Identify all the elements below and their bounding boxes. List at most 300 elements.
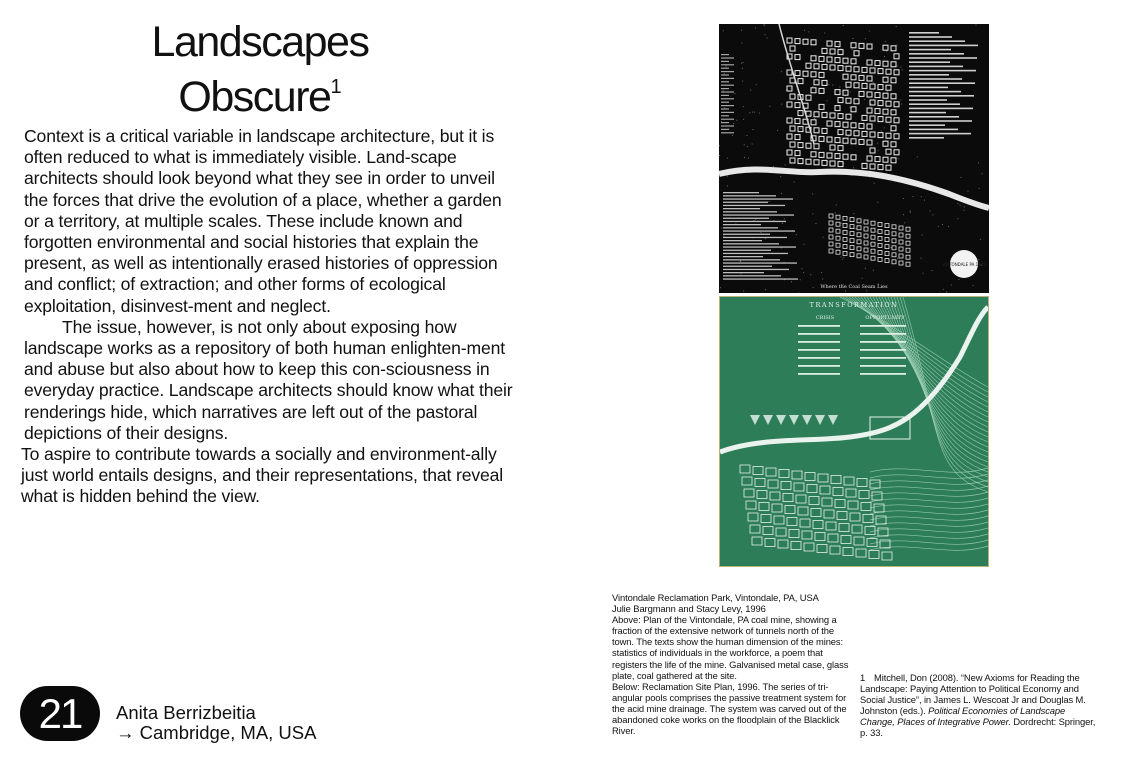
poem-line bbox=[723, 205, 785, 206]
table-cell-crisis bbox=[798, 365, 840, 367]
poem-line bbox=[723, 192, 759, 193]
table-cell-crisis bbox=[798, 357, 840, 359]
map-dot bbox=[721, 227, 722, 228]
plan-col-opportunity: OPPORTUNITY bbox=[865, 315, 905, 321]
map-dot bbox=[744, 157, 745, 158]
poem-line bbox=[723, 278, 798, 279]
map-dot bbox=[844, 66, 845, 67]
map-footer-label: Where the Coal Seam Lies bbox=[820, 284, 888, 290]
map-dot bbox=[822, 278, 823, 279]
legend-line bbox=[909, 133, 971, 135]
poem-line bbox=[723, 243, 779, 244]
map-dot bbox=[787, 152, 788, 153]
map-dot bbox=[800, 279, 801, 280]
map-dot bbox=[840, 256, 841, 257]
legend-line bbox=[909, 78, 962, 80]
map-dot bbox=[878, 150, 879, 151]
map-dot bbox=[921, 258, 922, 259]
map-dot bbox=[741, 30, 742, 31]
map-dot bbox=[767, 37, 768, 38]
author-block bbox=[116, 703, 316, 743]
table-cell-opportunity bbox=[860, 325, 906, 327]
legend-line bbox=[909, 116, 959, 118]
map-dot bbox=[752, 129, 753, 130]
map-dot bbox=[804, 30, 805, 31]
side-note-line bbox=[721, 115, 729, 116]
map-dot bbox=[901, 104, 902, 105]
map-dot bbox=[897, 65, 898, 66]
map-dot bbox=[885, 41, 886, 42]
map-dot bbox=[845, 92, 846, 93]
map-dot bbox=[794, 181, 795, 182]
side-note-line bbox=[721, 132, 734, 133]
map-dot bbox=[849, 107, 850, 108]
map-dot bbox=[773, 220, 774, 221]
poem-line bbox=[723, 208, 760, 209]
page-title bbox=[120, 20, 400, 120]
map-dot bbox=[967, 191, 968, 192]
poem-line bbox=[723, 272, 764, 273]
map-dot bbox=[876, 231, 877, 232]
map-dot bbox=[828, 84, 829, 85]
map-dot bbox=[759, 113, 760, 114]
map-dot bbox=[959, 205, 960, 206]
map-dot bbox=[741, 42, 742, 43]
map-dot bbox=[743, 290, 744, 291]
map-dot bbox=[741, 273, 742, 274]
reclamation-plan-drawing bbox=[720, 297, 988, 566]
map-dot bbox=[824, 33, 825, 34]
map-dot bbox=[958, 279, 959, 280]
table-cell-opportunity bbox=[860, 341, 906, 343]
legend-line bbox=[909, 103, 960, 105]
map-dot bbox=[845, 290, 846, 291]
map-dot bbox=[750, 90, 751, 91]
author-name: Anita Berrizbeitia bbox=[116, 702, 256, 723]
footnote-text: Mitchell, Don (2008). “New Axioms for Reading the Landscape: Paying Attention to Political Economy and Social Justice”, in James L. Wescoat Jr and Douglas M. Johnston (eds.). bbox=[860, 672, 1086, 717]
poem-line bbox=[723, 269, 789, 270]
map-dot bbox=[719, 145, 720, 146]
poem-line bbox=[723, 259, 780, 260]
plan-heading: TRANSFORMATION bbox=[809, 301, 899, 309]
map-dot bbox=[808, 31, 809, 32]
map-dot bbox=[814, 118, 815, 119]
footnote-publisher: Dordrecht: Springer, p. 33. bbox=[860, 716, 1096, 739]
legend-line bbox=[909, 91, 961, 93]
map-dot bbox=[943, 289, 944, 290]
map-dot bbox=[902, 69, 903, 70]
map-dot bbox=[727, 186, 728, 187]
legend-line bbox=[909, 87, 948, 89]
side-note-line bbox=[721, 54, 729, 55]
map-dot bbox=[743, 62, 744, 63]
map-dot bbox=[785, 164, 786, 165]
legend-line bbox=[909, 112, 946, 114]
map-dot bbox=[801, 268, 802, 269]
map-dot bbox=[979, 188, 980, 189]
map-dot bbox=[727, 158, 728, 159]
map-dot bbox=[853, 213, 854, 214]
map-dot bbox=[813, 287, 814, 288]
poem-line bbox=[723, 234, 770, 235]
map-dot bbox=[732, 135, 733, 136]
side-note-line bbox=[721, 108, 729, 109]
map-dot bbox=[733, 123, 734, 124]
map-dot bbox=[917, 156, 918, 157]
poem-line bbox=[723, 202, 768, 203]
legend-line bbox=[909, 49, 951, 51]
map-dot bbox=[946, 292, 947, 293]
map-dot bbox=[898, 158, 899, 159]
footnote-number: 1 bbox=[860, 672, 866, 683]
map-dot bbox=[736, 120, 737, 121]
map-dot bbox=[932, 270, 933, 271]
map-dot bbox=[975, 24, 976, 25]
map-dot bbox=[978, 162, 979, 163]
map-dot bbox=[964, 210, 965, 211]
poem-line bbox=[723, 275, 781, 276]
map-dot bbox=[723, 30, 724, 31]
essay-body bbox=[21, 126, 516, 508]
map-dot bbox=[723, 90, 724, 91]
poem-line bbox=[723, 250, 771, 251]
map-dot bbox=[839, 160, 840, 161]
map-dot bbox=[765, 238, 766, 239]
map-dot bbox=[747, 135, 748, 136]
legend-line bbox=[909, 95, 974, 97]
table-cell-opportunity bbox=[860, 357, 906, 359]
map-dot bbox=[900, 66, 901, 67]
map-dot bbox=[777, 130, 778, 131]
table-cell-opportunity bbox=[860, 365, 906, 367]
map-dot bbox=[747, 146, 748, 147]
map-dot bbox=[951, 284, 952, 285]
map-dot bbox=[803, 272, 804, 273]
side-note-line bbox=[721, 112, 734, 113]
poem-line bbox=[723, 240, 762, 241]
poem-line bbox=[723, 224, 761, 225]
side-note-line bbox=[721, 74, 729, 75]
map-dot bbox=[913, 196, 914, 197]
map-dot bbox=[973, 285, 974, 286]
map-dot bbox=[852, 38, 853, 39]
map-dot bbox=[823, 237, 824, 238]
map-dot bbox=[884, 56, 885, 57]
map-dot bbox=[784, 218, 785, 219]
map-dot bbox=[853, 167, 854, 168]
side-note-line bbox=[721, 57, 734, 58]
map-dot bbox=[871, 103, 872, 104]
legend-line bbox=[909, 36, 952, 38]
map-dot bbox=[838, 47, 839, 48]
map-dot bbox=[754, 112, 755, 113]
map-dot bbox=[866, 290, 867, 291]
poem-line bbox=[723, 221, 786, 222]
essay-paragraph-2: The issue, however, is not only about exposing how landscape works as a repository of both human enlighten-ment and abuse but also about how to keep this con-sciousness in everyday practice. Landscape architects should know what their renderings hide, which narratives are left out of the pastoral depictions of their designs. bbox=[24, 316, 513, 443]
footnote-book-title: Political Economies of Landscape Change, Places of Integrative Power. bbox=[860, 705, 1066, 728]
legend-line bbox=[909, 45, 978, 47]
side-note-line bbox=[721, 102, 729, 103]
map-dot bbox=[921, 196, 922, 197]
map-dot bbox=[794, 119, 795, 120]
footnote-marker[interactable]: 1 bbox=[330, 76, 342, 98]
map-dot bbox=[841, 142, 842, 143]
side-note-line bbox=[721, 91, 734, 92]
legend-line bbox=[909, 82, 975, 84]
map-dot bbox=[957, 218, 958, 219]
map-dot bbox=[862, 137, 863, 138]
map-dot bbox=[865, 38, 866, 39]
map-dot bbox=[850, 91, 851, 92]
map-dot bbox=[826, 100, 827, 101]
map-dot bbox=[843, 25, 844, 26]
poem-line bbox=[723, 237, 787, 238]
map-dot bbox=[721, 121, 722, 122]
map-dot bbox=[773, 166, 774, 167]
title-word-obscure: Obscure bbox=[178, 73, 331, 121]
map-dot bbox=[903, 198, 904, 199]
map-dot bbox=[765, 34, 766, 35]
side-note-line bbox=[721, 119, 734, 120]
map-dot bbox=[724, 235, 725, 236]
map-dot bbox=[838, 44, 839, 45]
map-dot bbox=[900, 100, 901, 101]
map-dot bbox=[769, 201, 770, 202]
legend-line bbox=[909, 137, 944, 139]
poem-line bbox=[723, 198, 793, 199]
image-caption bbox=[612, 592, 854, 736]
map-dot bbox=[724, 107, 725, 108]
map-dot bbox=[764, 25, 765, 26]
side-note-line bbox=[721, 125, 734, 126]
map-dot bbox=[760, 232, 761, 233]
table-cell-crisis bbox=[798, 349, 840, 351]
map-dot bbox=[923, 273, 924, 274]
map-dot bbox=[887, 91, 888, 92]
map-dot bbox=[815, 223, 816, 224]
map-dot bbox=[800, 128, 801, 129]
essay-paragraph-1: Context is a critical variable in landscape architecture, but it is often reduced to what is immediately visible. Land-scape architects should look beyond what they see in order to unveil the forces that drive the evolution of a place, whether a garden or a territory, at multiple scales. These include known and forgotten environmental and social histories that explain the present, as well as intentionally erased histories of oppression and conflict; of extraction; and other forms of ecological exploitation, disinvest-ment and neglect. bbox=[24, 126, 502, 316]
map-dot bbox=[865, 268, 866, 269]
map-dot bbox=[841, 223, 842, 224]
map-dot bbox=[812, 194, 813, 195]
map-dot bbox=[855, 228, 856, 229]
map-dot bbox=[897, 45, 898, 46]
map-dot bbox=[932, 214, 933, 215]
map-dot bbox=[810, 274, 811, 275]
map-dot bbox=[957, 203, 958, 204]
caption-above: Above: Plan of the Vintondale, PA coal mine, showing a fraction of the extensive network of tunnels north of the town. The texts show the human dimension of the mines: statistics of individuals in the workforce, a poem that registers the life of the mine. Galvanised metal case, glass plate, coal gathered at the site. bbox=[612, 614, 849, 681]
map-dot bbox=[809, 114, 810, 115]
map-dot bbox=[874, 183, 875, 184]
caption-project: Vintondale Reclamation Park, Vintondale, PA, USA bbox=[612, 592, 819, 603]
legend-line bbox=[909, 74, 949, 76]
map-dot bbox=[832, 84, 833, 85]
poem-line bbox=[723, 266, 772, 267]
page-number-badge bbox=[20, 686, 100, 741]
caption-authors: Julie Bargmann and Stacy Levy, 1996 bbox=[612, 603, 766, 615]
map-dot bbox=[873, 82, 874, 83]
legend-line bbox=[909, 57, 977, 59]
side-note-line bbox=[721, 61, 729, 62]
map-dot bbox=[724, 73, 725, 74]
side-note-line bbox=[721, 105, 734, 106]
map-dot bbox=[922, 234, 923, 235]
map-dot bbox=[749, 112, 750, 113]
map-dot bbox=[748, 158, 749, 159]
legend-line bbox=[909, 120, 972, 122]
map-dot bbox=[755, 27, 756, 28]
map-dot bbox=[790, 88, 791, 89]
table-cell-crisis bbox=[798, 373, 840, 375]
side-note-line bbox=[721, 129, 729, 130]
map-dot bbox=[752, 112, 753, 113]
map-dot bbox=[752, 143, 753, 144]
map-dot bbox=[734, 93, 735, 94]
table-cell-opportunity bbox=[860, 349, 906, 351]
map-dot bbox=[938, 226, 939, 227]
side-note-line bbox=[721, 122, 729, 123]
map-dot bbox=[842, 259, 843, 260]
map-dot bbox=[740, 261, 741, 262]
map-dot bbox=[836, 204, 837, 205]
map-dot bbox=[769, 106, 770, 107]
title-line-2 bbox=[120, 65, 400, 120]
poem-line bbox=[723, 214, 794, 215]
map-dot bbox=[877, 202, 878, 203]
title-line-1: Landscapes bbox=[151, 18, 369, 66]
poem-line bbox=[723, 195, 776, 196]
map-dot bbox=[720, 287, 721, 288]
map-dot bbox=[744, 144, 745, 145]
map-dot bbox=[781, 71, 782, 72]
map-dot bbox=[896, 26, 897, 27]
mine-map-drawing bbox=[719, 24, 989, 293]
map-dot bbox=[910, 211, 911, 212]
side-note-line bbox=[721, 78, 734, 79]
poem-line bbox=[723, 256, 763, 257]
map-dot bbox=[812, 86, 813, 87]
map-dot bbox=[904, 222, 905, 223]
side-note-line bbox=[721, 85, 734, 86]
map-dot bbox=[791, 281, 792, 282]
map-dot bbox=[877, 143, 878, 144]
map-dot bbox=[796, 234, 797, 235]
author-location: → Cambridge, MA, USA bbox=[116, 722, 317, 743]
mine-map-image bbox=[719, 24, 989, 293]
map-dot bbox=[743, 119, 744, 120]
legend-line bbox=[909, 70, 976, 72]
map-dot bbox=[978, 259, 979, 260]
map-dot bbox=[942, 224, 943, 225]
map-dot bbox=[835, 213, 836, 214]
legend-line bbox=[909, 32, 939, 34]
poem-line bbox=[723, 262, 797, 263]
map-dot bbox=[742, 81, 743, 82]
legend-line bbox=[909, 40, 965, 42]
legend-line bbox=[909, 53, 964, 55]
map-dot bbox=[903, 214, 904, 215]
map-dot bbox=[839, 87, 840, 88]
map-dot bbox=[964, 206, 965, 207]
legend-line bbox=[909, 99, 947, 101]
map-dot bbox=[726, 66, 727, 67]
map-dot bbox=[910, 212, 911, 213]
poem-line bbox=[723, 246, 796, 247]
map-dot bbox=[782, 223, 783, 224]
map-dot bbox=[821, 272, 822, 273]
map-dot bbox=[960, 177, 961, 178]
side-note-line bbox=[721, 71, 734, 72]
side-note-line bbox=[721, 95, 729, 96]
caption-below: Below: Reclamation Site Plan, 1996. The series of tri-angular pools comprises the passive treatment system for the acid mine drainage. The system was carved out of the abandoned coke works on the floodplain of the Blacklick River. bbox=[612, 680, 847, 737]
map-dot bbox=[924, 200, 925, 201]
legend-line bbox=[909, 129, 958, 131]
map-dot bbox=[884, 127, 885, 128]
page-number: 21 bbox=[38, 690, 82, 737]
poem-line bbox=[723, 218, 769, 219]
table-cell-crisis bbox=[798, 333, 840, 335]
map-dot bbox=[852, 49, 853, 50]
map-dot bbox=[741, 63, 742, 64]
map-dot bbox=[980, 239, 981, 240]
map-dot bbox=[890, 247, 891, 248]
plan-col-crisis: CRISIS bbox=[815, 315, 835, 321]
map-dot bbox=[881, 130, 882, 131]
poem-line bbox=[723, 227, 778, 228]
map-dot bbox=[886, 51, 887, 52]
poem-line bbox=[723, 211, 777, 212]
side-note-line bbox=[721, 98, 734, 99]
map-dot bbox=[812, 213, 813, 214]
map-dot bbox=[982, 173, 983, 174]
side-note-line bbox=[721, 81, 729, 82]
table-cell-opportunity bbox=[860, 333, 906, 335]
map-dot bbox=[889, 124, 890, 125]
map-dot bbox=[897, 258, 898, 259]
legend-line bbox=[909, 66, 963, 68]
table-cell-crisis bbox=[798, 325, 840, 327]
stamp-label: VINTONDALE PA 1925 bbox=[942, 262, 986, 267]
map-dot bbox=[948, 226, 949, 227]
map-dot bbox=[743, 106, 744, 107]
legend-line bbox=[909, 108, 973, 110]
poem-line bbox=[723, 253, 788, 254]
map-dot bbox=[869, 30, 870, 31]
side-note-line bbox=[721, 68, 729, 69]
map-dot bbox=[742, 68, 743, 69]
reclamation-plan-image bbox=[719, 296, 989, 567]
side-note-line bbox=[721, 88, 729, 89]
map-dot bbox=[864, 99, 865, 100]
map-dot bbox=[765, 289, 766, 290]
map-dot bbox=[862, 278, 863, 279]
map-dot bbox=[859, 88, 860, 89]
side-note-line bbox=[721, 64, 734, 65]
map-dot bbox=[828, 53, 829, 54]
table-cell-opportunity bbox=[860, 373, 906, 375]
map-dot bbox=[843, 257, 844, 258]
map-dot bbox=[828, 161, 829, 162]
legend-line bbox=[909, 61, 950, 63]
map-dot bbox=[781, 104, 782, 105]
table-cell-crisis bbox=[798, 341, 840, 343]
map-dot bbox=[719, 155, 720, 156]
map-dot bbox=[873, 270, 874, 271]
essay-paragraph-3: To aspire to contribute towards a socially and environment-ally just world entails designs, and their representations, that reveal what is hidden behind the view. bbox=[21, 444, 504, 507]
map-dot bbox=[781, 193, 782, 194]
map-dot bbox=[727, 176, 728, 177]
